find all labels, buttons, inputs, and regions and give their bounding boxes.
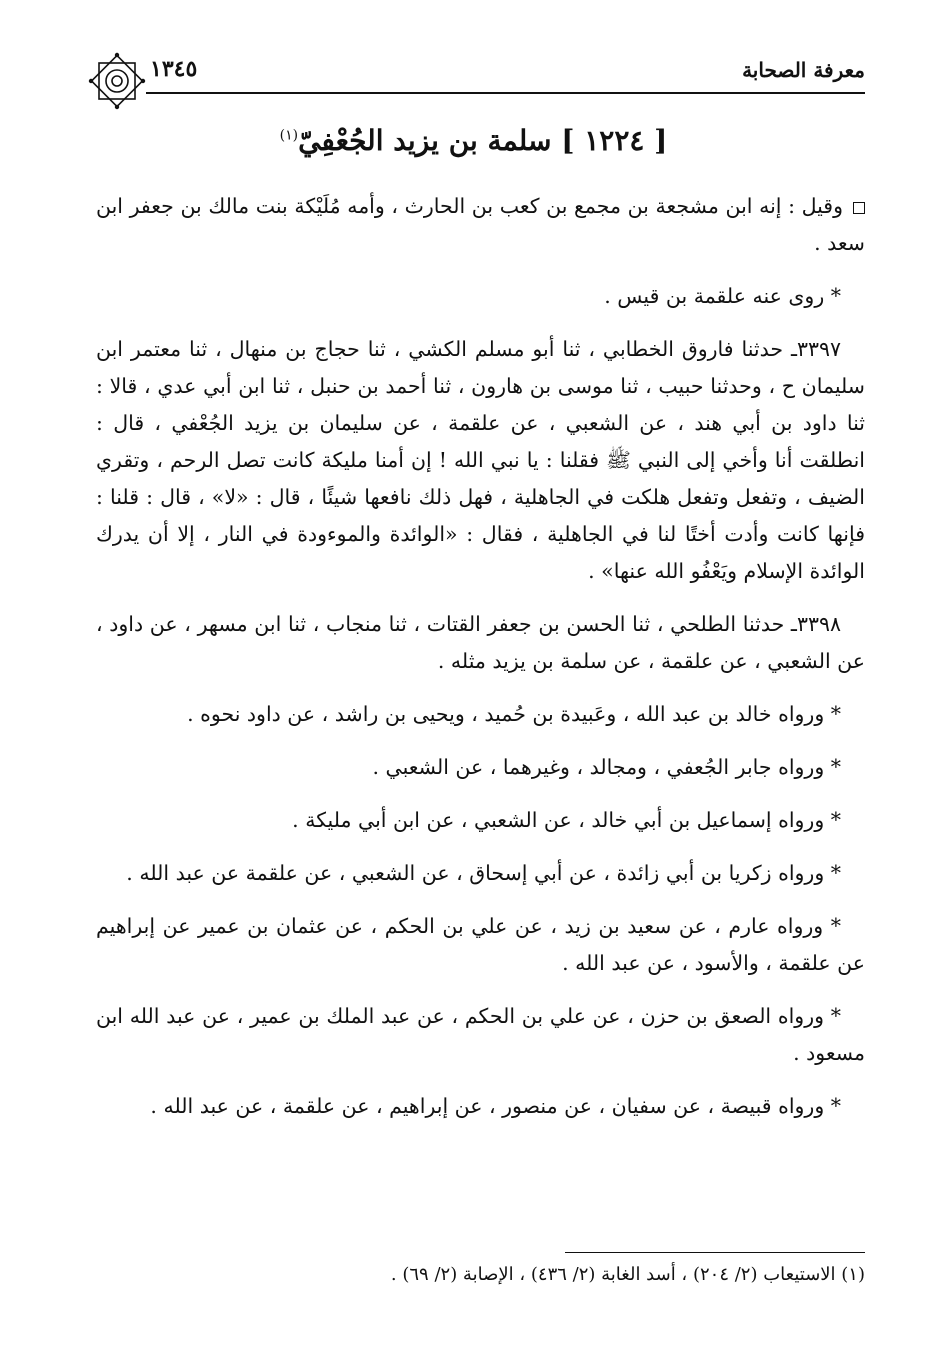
paragraph: * روى عنه علقمة بن قيس . (604, 284, 841, 308)
footnote-ref: (١) (279, 127, 299, 144)
header-rule (146, 92, 865, 94)
paragraph: * ورواه قبيصة ، عن سفيان ، عن منصور ، عن إبراهيم ، عن علقمة ، عن عبد الله . (150, 1094, 841, 1118)
paragraph: * ورواه الصعق بن حزن ، عن علي بن الحكم ، عن عبد الملك بن عمير ، عن عبد الله ابن مسعود . (96, 1004, 865, 1065)
page-number: ١٣٤٥ (150, 56, 198, 82)
footnote: (١) الاستيعاب (٢/ ٢٠٤) ، أسد الغابة (٢/ ٤٣٦) ، الإصابة (٢/ ٦٩) . (390, 1264, 865, 1285)
paragraph: * ورواه زكريا بن أبي زائدة ، عن أبي إسحاق ، عن الشعبي ، عن علقمة عن عبد الله . (126, 861, 841, 885)
page-header (88, 52, 865, 98)
ornament-icon (88, 52, 146, 110)
hadith-3398: ٣٣٩٨ـ حدثنا الطلحي ، ثنا الحسن بن جعفر القتات ، ثنا منجاب ، ثنا ابن مسهر ، عن داود ، عن الشعبي ، عن علقمة ، عن سلمة بن يزيد مثله . (96, 612, 865, 673)
paragraph: * ورواه عارم ، عن سعيد بن زيد ، عن علي بن الحكم ، عن عثمان بن عمير عن إبراهيم عن علقمة ، والأسود ، عن عبد الله . (96, 914, 865, 975)
paragraph: * ورواه إسماعيل بن أبي خالد ، عن الشعبي ، عن ابن أبي مليكة . (292, 808, 841, 832)
square-bullet-icon (853, 202, 865, 214)
body-text (96, 188, 865, 1141)
paragraph: * ورواه خالد بن عبد الله ، وعَبيدة بن حُميد ، ويحيى بن راشد ، عن داود نحوه . (187, 702, 841, 726)
paragraph: وقيل : إنه ابن مشجعة بن مجمع بن كعب بن الحارث ، وأمه مُلَيْكة بنت مالك بن جعفر ابن سعد . (96, 194, 865, 255)
entry-title-text: [ ١٢٢٤ ] سلمة بن يزيد الجُعْفِيّ (298, 124, 668, 157)
book-title: معرفة الصحابة (742, 58, 865, 82)
footnote-rule (565, 1252, 865, 1253)
entry-title (120, 124, 827, 157)
paragraph: * ورواه جابر الجُعفي ، ومجالد ، وغيرهما ، عن الشعبي . (372, 755, 841, 779)
hadith-3397: ٣٣٩٧ـ حدثنا فاروق الخطابي ، ثنا أبو مسلم الكشي ، ثنا حجاج بن منهال ، ثنا معتمر ابن سليمان ح ، وحدثنا حبيب ، ثنا موسى بن هارون ، ثنا أحمد بن حنبل ، ثنا ابن أبي عدي ، قالا : ثنا داود بن أبي هند ، عن الشعبي ، عن علقمة ، عن سليمان بن يزيد الجُعْفي ، قال : انطلقت أنا وأخي إلى النبي ﷺ فقلنا : يا نبي الله ! إن أمنا مليكة كانت تصل الرحم ، وتقري الضيف ، وتفعل وتفعل هلكت في الجاهلية ، فهل ذلك نافعها شيئًا ، قال : «لا» ، قال : قلنا : فإنها كانت وأدت أختًا لنا في الجاهلية ، فقال : «الوائدة والموءودة في النار ، إلا أن يدرك الوائدة الإسلام ويَعْفُو الله عنها» . (96, 337, 865, 583)
